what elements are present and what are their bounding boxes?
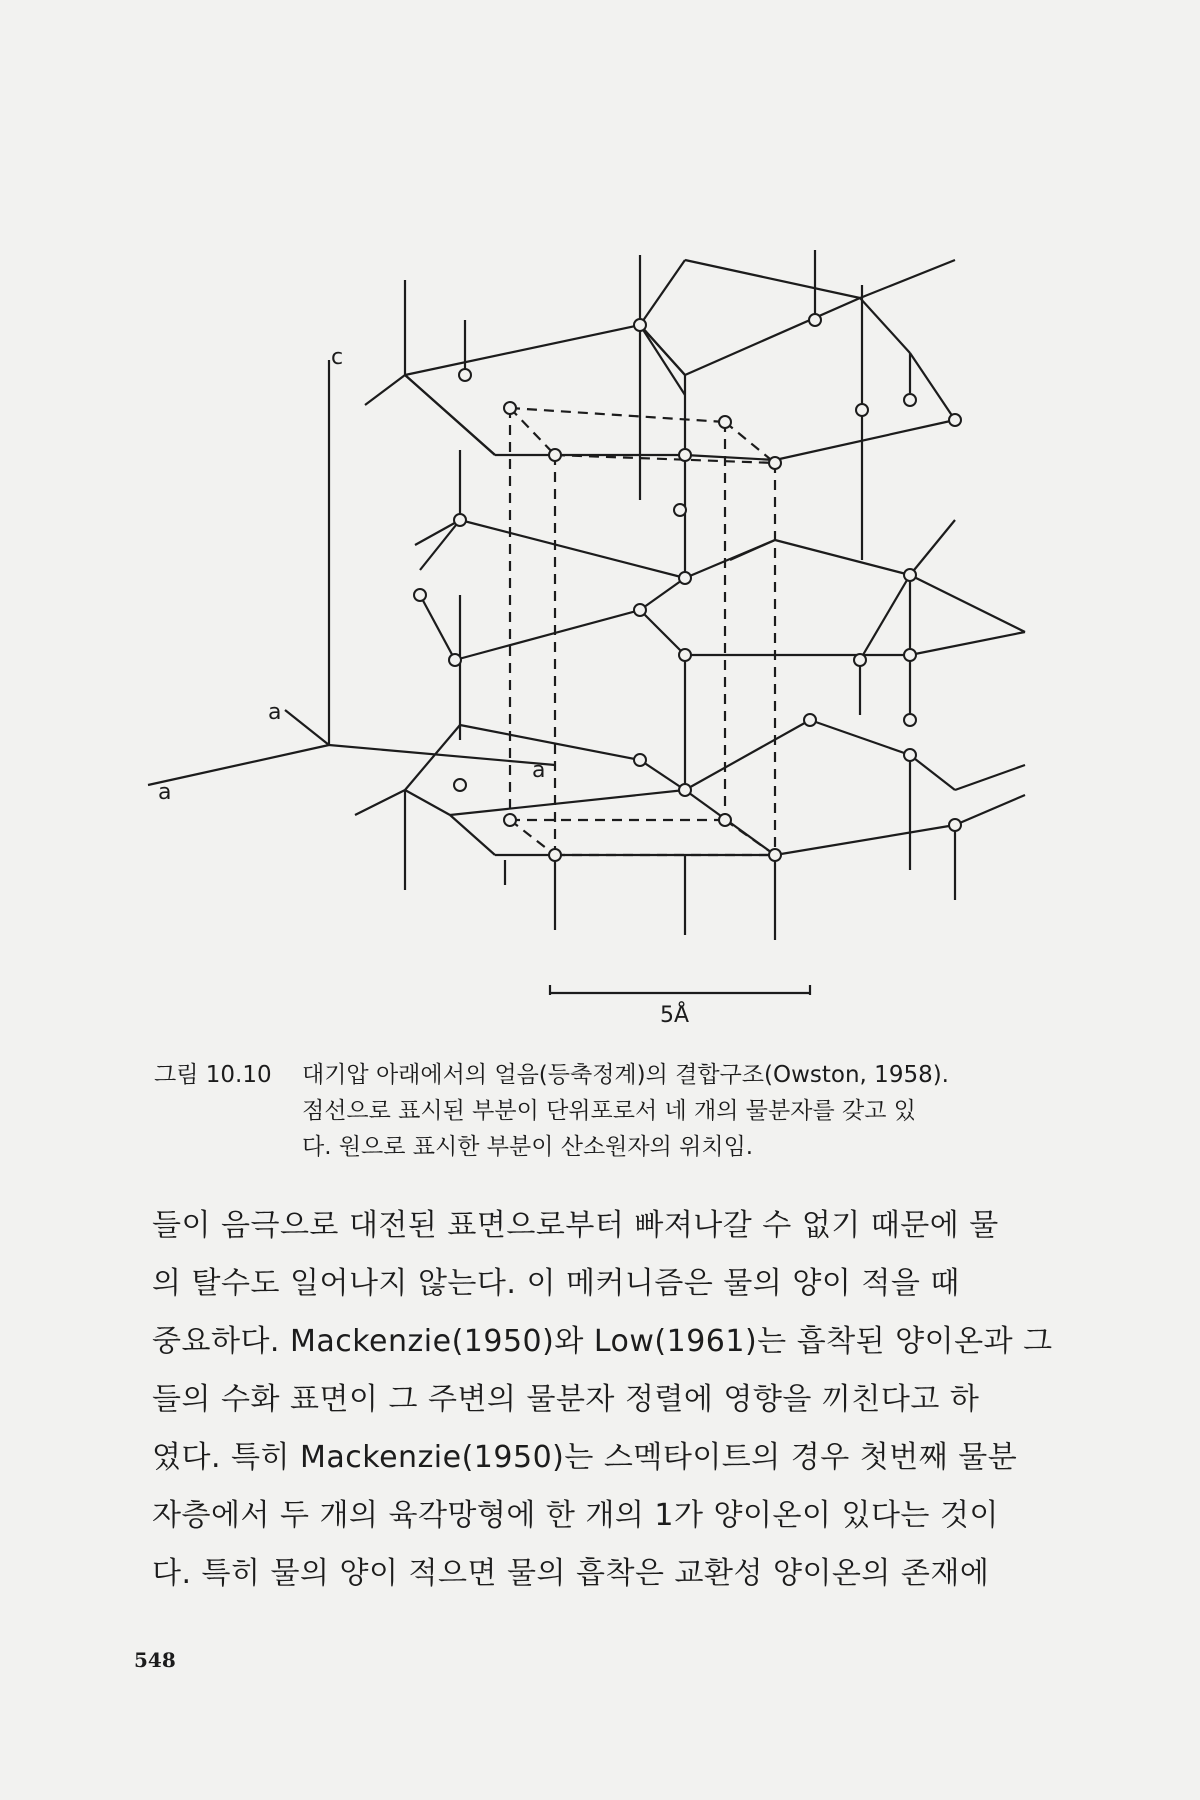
oxygen-atom — [949, 819, 961, 831]
oxygen-atom — [504, 402, 516, 414]
bond-line — [405, 375, 495, 455]
bond-line — [910, 575, 1025, 632]
scale-bar — [550, 985, 810, 995]
oxygen-atom — [904, 394, 916, 406]
oxygen-atom — [634, 604, 646, 616]
bond-line — [420, 520, 460, 570]
bond-line — [450, 815, 495, 855]
oxygen-atom — [454, 514, 466, 526]
bond-line — [355, 790, 405, 815]
axis-label-a-front: a — [532, 758, 546, 783]
bond-line — [775, 540, 910, 575]
oxygen-atom — [904, 714, 916, 726]
oxygen-atom — [679, 572, 691, 584]
bond-line — [640, 578, 685, 610]
oxygen-atom — [679, 784, 691, 796]
oxygen-atom — [674, 504, 686, 516]
unit-cell-dashed — [510, 408, 775, 855]
bond-line — [860, 575, 910, 660]
bond-line — [415, 520, 460, 545]
oxygen-atom — [454, 779, 466, 791]
bond-line — [685, 298, 860, 375]
oxygen-atom — [549, 849, 561, 861]
oxygen-atom — [904, 569, 916, 581]
bond-line — [860, 260, 955, 298]
axis-line — [148, 745, 329, 785]
bond-line — [420, 595, 455, 660]
oxygen-atom — [504, 814, 516, 826]
unit-cell-edge — [510, 408, 725, 422]
bond-line — [460, 725, 640, 760]
axis-line — [329, 745, 555, 765]
body-line: 다. 특히 물의 양이 적으면 물의 흡착은 교환성 양이온의 존재에 — [152, 1556, 990, 1591]
caption-line: 점선으로 표시된 부분이 단위포로서 네 개의 물분자를 갖고 있 — [302, 1098, 916, 1124]
oxygen-atom — [679, 449, 691, 461]
oxygen-atom — [719, 416, 731, 428]
oxygen-atom — [856, 404, 868, 416]
bond-line — [455, 610, 640, 660]
oxygen-atom — [449, 654, 461, 666]
lattice-bonds — [355, 250, 1025, 940]
axis-label-a-left: a — [158, 780, 172, 805]
oxygen-atom — [904, 749, 916, 761]
oxygen-atoms — [414, 314, 961, 861]
bond-line — [640, 760, 685, 790]
oxygen-atom — [854, 654, 866, 666]
oxygen-atom — [804, 714, 816, 726]
caption-line: 대기압 아래에서의 얼음(등축정계)의 결합구조(Owston, 1958). — [302, 1062, 949, 1088]
axis-label-c: c — [331, 345, 344, 370]
bond-line — [460, 520, 685, 578]
unit-cell-edge — [510, 820, 555, 855]
oxygen-atom — [634, 319, 646, 331]
oxygen-atom — [634, 754, 646, 766]
body-line: 였다. 특히 Mackenzie(1950)는 스멕타이트의 경우 첫번째 물분 — [152, 1440, 1018, 1475]
bond-line — [685, 260, 860, 298]
crystal-axes — [148, 360, 555, 785]
bond-line — [450, 790, 685, 815]
bond-line — [775, 420, 955, 460]
bond-line — [405, 325, 640, 375]
caption-line: 다. 원으로 표시한 부분이 산소원자의 위치임. — [302, 1134, 754, 1160]
oxygen-atom — [719, 814, 731, 826]
bond-line — [910, 353, 955, 420]
bond-line — [405, 725, 460, 790]
bond-line — [640, 325, 685, 395]
bond-line — [640, 260, 685, 325]
bond-line — [910, 632, 1025, 655]
body-line: 의 탈수도 일어나지 않는다. 이 메커니즘은 물의 양이 적을 때 — [152, 1266, 960, 1301]
bond-line — [640, 325, 685, 375]
axis-label-a-top: a — [268, 700, 282, 725]
bond-line — [955, 795, 1025, 825]
bond-line — [775, 825, 955, 855]
page-number: 548 — [134, 1648, 176, 1672]
oxygen-atom — [904, 649, 916, 661]
unit-cell-edge — [510, 408, 555, 455]
bond-line — [955, 765, 1025, 790]
bond-line — [365, 375, 405, 405]
oxygen-atom — [414, 589, 426, 601]
oxygen-atom — [769, 849, 781, 861]
bond-line — [910, 520, 955, 575]
bond-line — [810, 720, 910, 755]
oxygen-atom — [769, 457, 781, 469]
bond-line — [730, 540, 775, 560]
bond-line — [640, 610, 685, 655]
oxygen-atom — [549, 449, 561, 461]
bond-line — [685, 720, 810, 790]
oxygen-atom — [809, 314, 821, 326]
body-line: 들이 음극으로 대전된 표면으로부터 빠져나갈 수 없기 때문에 물 — [152, 1208, 999, 1243]
oxygen-atom — [679, 649, 691, 661]
oxygen-atom — [459, 369, 471, 381]
caption-number: 그림 10.10 — [154, 1062, 272, 1088]
bond-line — [405, 790, 450, 815]
bond-line — [860, 298, 910, 353]
body-line: 들의 수화 표면이 그 주변의 물분자 정렬에 영향을 끼친다고 하 — [152, 1382, 980, 1417]
bond-line — [910, 755, 955, 790]
oxygen-atom — [949, 414, 961, 426]
scale-label: 5Å — [660, 1003, 690, 1028]
body-line: 중요하다. Mackenzie(1950)와 Low(1961)는 흡착된 양이온과 그 — [152, 1324, 1053, 1359]
axis-line — [285, 710, 329, 745]
body-line: 자층에서 두 개의 육각망형에 한 개의 1가 양이온이 있다는 것이 — [152, 1498, 999, 1533]
